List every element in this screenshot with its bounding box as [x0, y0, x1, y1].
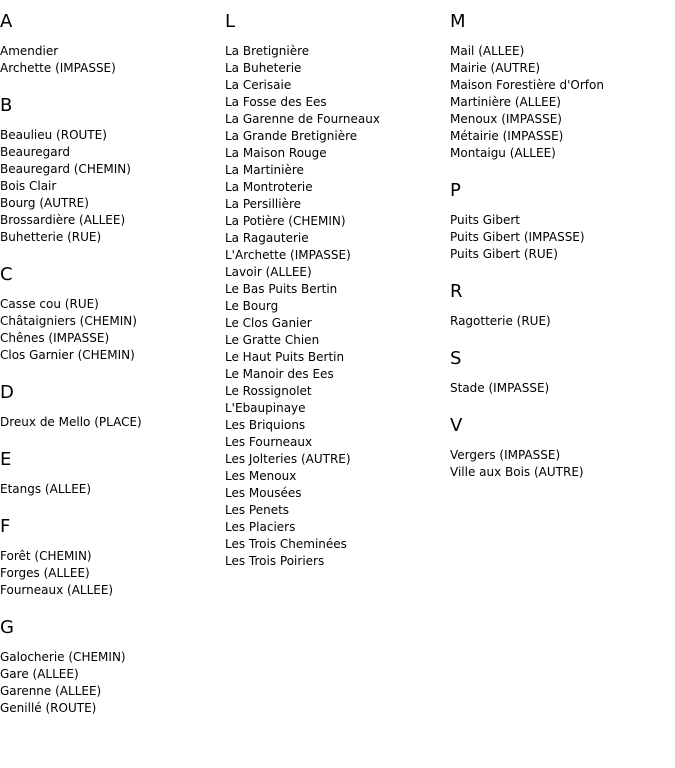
letter-section-f	[0, 516, 220, 599]
street-link[interactable]: Beauregard (CHEMIN)	[0, 162, 131, 176]
street-item	[225, 94, 445, 111]
street-link[interactable]: Lavoir (ALLEE)	[225, 265, 312, 279]
street-item	[450, 128, 675, 145]
street-item	[225, 485, 445, 502]
street-item	[0, 60, 220, 77]
street-item	[0, 666, 220, 683]
street-item	[225, 162, 445, 179]
letter-section-m	[450, 11, 675, 162]
street-link[interactable]: Le Haut Puits Bertin	[225, 350, 345, 364]
street-item	[225, 417, 445, 434]
street-item	[225, 383, 445, 400]
street-link[interactable]: Stade (IMPASSE)	[450, 381, 550, 395]
street-item	[225, 77, 445, 94]
letter-heading: G	[0, 617, 14, 638]
street-list	[0, 414, 220, 431]
street-item	[0, 414, 220, 431]
street-item	[225, 519, 445, 536]
street-link[interactable]: Les Penets	[225, 503, 290, 517]
street-link[interactable]: Maison Forestière d'Orfon	[450, 78, 604, 92]
street-item	[225, 128, 445, 145]
street-item	[225, 196, 445, 213]
street-list	[0, 43, 220, 77]
street-list	[225, 43, 445, 570]
street-index-column-3	[450, 11, 675, 499]
street-link[interactable]: Les Menoux	[225, 469, 297, 483]
street-link[interactable]: La Grande Bretignière	[225, 129, 358, 143]
street-link[interactable]: Les Mousées	[225, 486, 302, 500]
street-item	[225, 332, 445, 349]
street-link[interactable]: Etangs (ALLEE)	[0, 482, 92, 496]
letter-section-l	[225, 11, 445, 570]
street-item	[450, 464, 675, 481]
street-link[interactable]: Le Gratte Chien	[225, 333, 320, 347]
street-link[interactable]: Forêt (CHEMIN)	[0, 549, 92, 563]
street-item	[225, 43, 445, 60]
street-item	[0, 582, 220, 599]
street-link[interactable]: Le Bas Puits Bertin	[225, 282, 338, 296]
street-link[interactable]: Les Trois Poiriers	[225, 554, 325, 568]
letter-section-r	[450, 281, 675, 330]
letter-section-a	[0, 11, 220, 77]
street-link[interactable]: Châtaigniers (CHEMIN)	[0, 314, 137, 328]
street-link[interactable]: Le Rossignolet	[225, 384, 312, 398]
letter-section-p	[450, 180, 675, 263]
street-item	[225, 366, 445, 383]
street-item	[225, 553, 445, 570]
street-link[interactable]: Les Trois Cheminées	[225, 537, 347, 551]
street-list	[0, 127, 220, 246]
street-link[interactable]: Casse cou (RUE)	[0, 297, 99, 311]
street-item	[225, 213, 445, 230]
street-link[interactable]: Mail (ALLEE)	[450, 44, 525, 58]
letter-heading: R	[450, 281, 463, 302]
street-link[interactable]: Le Manoir des Ees	[225, 367, 334, 381]
street-link[interactable]: La Fosse des Ees	[225, 95, 327, 109]
street-item	[225, 281, 445, 298]
letter-heading: M	[450, 11, 466, 32]
street-index-column-2	[225, 11, 445, 588]
street-item	[0, 161, 220, 178]
street-item	[450, 94, 675, 111]
letter-heading: D	[0, 382, 14, 403]
street-list	[450, 212, 675, 263]
street-index-column-1	[0, 11, 220, 735]
street-link[interactable]: L'Archette (IMPASSE)	[225, 248, 351, 262]
letter-heading: V	[450, 415, 463, 436]
street-link[interactable]: Bourg (AUTRE)	[0, 196, 89, 210]
letter-section-e	[0, 449, 220, 498]
street-item	[225, 230, 445, 247]
street-link[interactable]: Bois Clair	[0, 179, 57, 193]
street-list	[450, 380, 675, 397]
street-link[interactable]: Martinière (ALLEE)	[450, 95, 561, 109]
street-item	[225, 468, 445, 485]
street-link[interactable]: Gare (ALLEE)	[0, 667, 79, 681]
street-link[interactable]: La Buheterie	[225, 61, 302, 75]
letter-heading: E	[0, 449, 12, 470]
street-link[interactable]: La Cerisaie	[225, 78, 292, 92]
street-link[interactable]: Fourneaux (ALLEE)	[0, 583, 114, 597]
letter-heading: A	[0, 11, 13, 32]
street-item	[225, 247, 445, 264]
street-item	[450, 380, 675, 397]
street-item	[225, 400, 445, 417]
street-item	[450, 60, 675, 77]
street-link[interactable]: Le Clos Ganier	[225, 316, 312, 330]
street-item	[0, 481, 220, 498]
letter-section-b	[0, 95, 220, 246]
street-link[interactable]: Montaigu (ALLEE)	[450, 146, 556, 160]
street-item	[0, 127, 220, 144]
street-link[interactable]: Les Briquions	[225, 418, 306, 432]
street-item	[0, 683, 220, 700]
letter-section-v	[450, 415, 675, 481]
street-item	[225, 451, 445, 468]
street-item	[225, 179, 445, 196]
street-list	[0, 296, 220, 364]
street-link[interactable]: Forges (ALLEE)	[0, 566, 90, 580]
street-link[interactable]: Dreux de Mello (PLACE)	[0, 415, 142, 429]
street-link[interactable]: La Montroterie	[225, 180, 313, 194]
street-item	[450, 43, 675, 60]
street-item	[0, 43, 220, 60]
street-list	[450, 447, 675, 481]
street-link[interactable]: Beaulieu (ROUTE)	[0, 128, 107, 142]
street-link[interactable]: Galocherie (CHEMIN)	[0, 650, 126, 664]
street-list	[0, 481, 220, 498]
letter-heading: S	[450, 348, 462, 369]
street-link[interactable]: Beauregard	[0, 145, 70, 159]
street-link[interactable]: La Potière (CHEMIN)	[225, 214, 346, 228]
street-link[interactable]: Brossardière (ALLEE)	[0, 213, 126, 227]
street-link[interactable]: Ville aux Bois (AUTRE)	[450, 465, 584, 479]
street-link[interactable]: La Maison Rouge	[225, 146, 327, 160]
letter-section-s	[450, 348, 675, 397]
street-item	[225, 264, 445, 281]
letter-section-d	[0, 382, 220, 431]
street-link[interactable]: Les Fourneaux	[225, 435, 313, 449]
street-item	[225, 349, 445, 366]
street-item	[0, 313, 220, 330]
street-item	[450, 212, 675, 229]
street-link[interactable]: Genillé (ROUTE)	[0, 701, 97, 715]
street-link[interactable]: La Garenne de Fourneaux	[225, 112, 380, 126]
street-item	[225, 434, 445, 451]
letter-heading: P	[450, 180, 461, 201]
street-item	[225, 536, 445, 553]
street-item	[0, 565, 220, 582]
street-link[interactable]: La Ragauterie	[225, 231, 309, 245]
street-link[interactable]: Garenne (ALLEE)	[0, 684, 102, 698]
street-item	[0, 330, 220, 347]
street-item	[225, 298, 445, 315]
street-item	[0, 178, 220, 195]
street-link[interactable]: Archette (IMPASSE)	[0, 61, 116, 75]
street-item	[0, 296, 220, 313]
letter-heading: B	[0, 95, 13, 116]
street-link[interactable]: Buhetterie (RUE)	[0, 230, 102, 244]
street-link[interactable]: Puits Gibert	[450, 213, 521, 227]
street-link[interactable]: Menoux (IMPASSE)	[450, 112, 562, 126]
street-link[interactable]: Mairie (AUTRE)	[450, 61, 541, 75]
letter-heading: F	[0, 516, 11, 537]
street-item	[225, 60, 445, 77]
street-item	[450, 313, 675, 330]
street-item	[225, 145, 445, 162]
street-item	[450, 145, 675, 162]
street-link[interactable]: Vergers (IMPASSE)	[450, 448, 561, 462]
street-link[interactable]: Le Bourg	[225, 299, 279, 313]
street-link[interactable]: L'Ebaupinaye	[225, 401, 306, 415]
street-item	[0, 229, 220, 246]
street-link[interactable]: La Persillière	[225, 197, 302, 211]
street-item	[225, 315, 445, 332]
street-list	[0, 649, 220, 717]
street-list	[450, 313, 675, 330]
street-item	[0, 195, 220, 212]
street-item	[225, 111, 445, 128]
street-item	[0, 548, 220, 565]
street-list	[0, 548, 220, 599]
street-link[interactable]: Métairie (IMPASSE)	[450, 129, 564, 143]
street-link[interactable]: La Bretignière	[225, 44, 310, 58]
letter-section-g	[0, 617, 220, 717]
street-link[interactable]: La Martinière	[225, 163, 304, 177]
street-item	[0, 649, 220, 666]
street-item	[0, 212, 220, 229]
street-link[interactable]: Ragotterie (RUE)	[450, 314, 551, 328]
street-item	[225, 502, 445, 519]
street-link[interactable]: Puits Gibert (IMPASSE)	[450, 230, 585, 244]
street-link[interactable]: Les Jolteries (AUTRE)	[225, 452, 351, 466]
street-item	[450, 77, 675, 94]
street-link[interactable]: Clos Garnier (CHEMIN)	[0, 348, 135, 362]
street-item	[450, 111, 675, 128]
street-link[interactable]: Les Placiers	[225, 520, 296, 534]
letter-section-c	[0, 264, 220, 364]
street-item	[450, 229, 675, 246]
letter-heading: C	[0, 264, 13, 285]
letter-heading: L	[225, 11, 236, 32]
street-item	[0, 144, 220, 161]
street-item	[450, 246, 675, 263]
street-item	[450, 447, 675, 464]
street-link[interactable]: Puits Gibert (RUE)	[450, 247, 558, 261]
street-link[interactable]: Chênes (IMPASSE)	[0, 331, 110, 345]
street-item	[0, 347, 220, 364]
street-link[interactable]: Amendier	[0, 44, 59, 58]
street-item	[0, 700, 220, 717]
street-list	[450, 43, 675, 162]
